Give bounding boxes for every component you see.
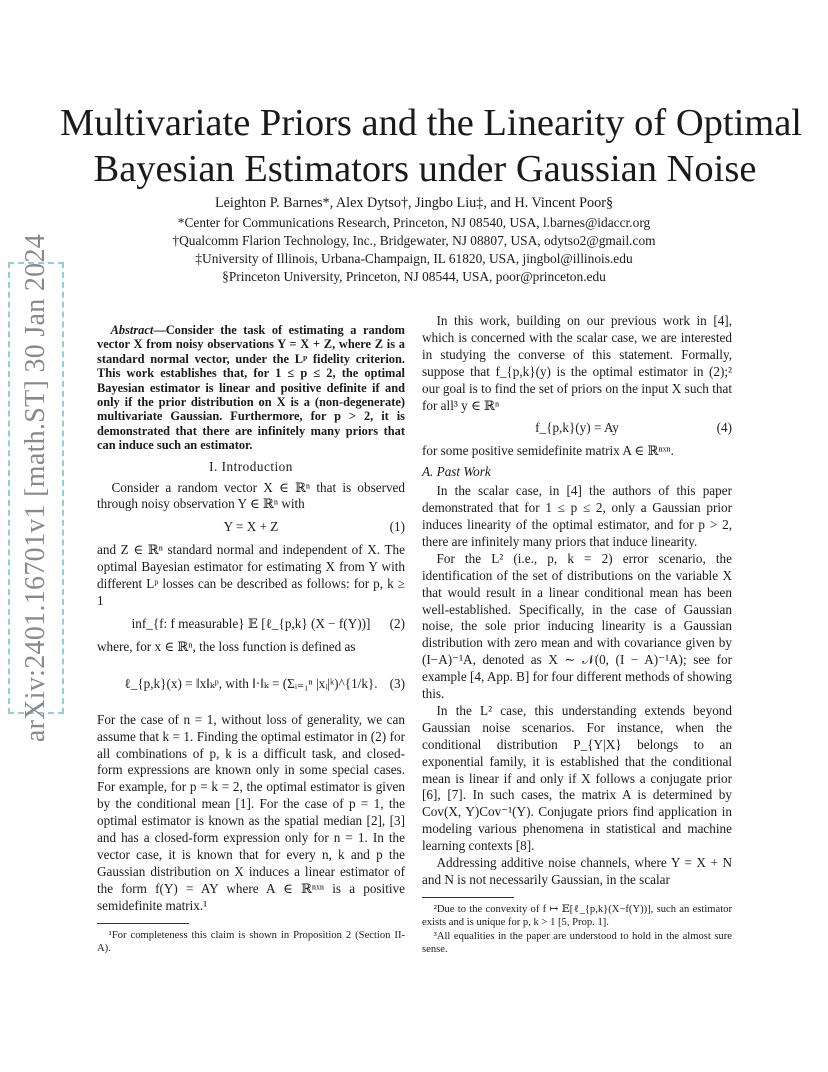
right-paragraph-2: for some positive semidefinite matrix A ∈ ℝⁿˣⁿ. bbox=[422, 443, 674, 459]
equation-4 bbox=[422, 420, 732, 437]
author-names: Leighton P. Barnes*, Alex Dytso†, Jingbo Liu‡, and H. Vincent Poor§ bbox=[214, 195, 614, 211]
footnote-1: ¹For completeness this claim is shown in Proposition 2 (Section II-A). bbox=[97, 929, 405, 955]
intro-paragraph-4: For the case of n = 1, without loss of generality, we can assume that k = 1. Finding the optimal estimator in (2) for all combinations of p, k is a difficult task, and closed-form expressions are known only in some special cases. For example, for p = k = 2, the optimal estimator is given by the conditional mean [1]. For the case of p = 1, the optimal estimator is known as the spatial median [2], [3] and has a closed-form expression only for n = 1. In the vector case, it is known that for every n, k and p the Gaussian distribution on X induces a linear estimator of the form f(Y) = AY where A ∈ ℝⁿˣⁿ is a positive semidefinite matrix.¹ bbox=[97, 711, 405, 913]
abstract-lead: Abstract bbox=[110, 323, 154, 337]
footnote-3: ³All equalities in the paper are understood to hold in the almost sure sense. bbox=[422, 930, 732, 956]
equation-4-number: (4) bbox=[716, 420, 732, 436]
title-line-1: Multivariate Priors and the Linearity of Optimal bbox=[60, 102, 803, 144]
equation-4-body: f_{p,k}(y) = Ay bbox=[535, 420, 619, 436]
affiliation-1: *Center for Communications Research, Princeton, NJ 08540, USA, l.barnes@idaccr.org bbox=[177, 215, 651, 230]
right-paragraph-6: Addressing additive noise channels, where Y = X + N and N is not necessarily Gaussian, in the scalar bbox=[422, 855, 732, 887]
equation-1 bbox=[97, 519, 405, 536]
equation-1-body: Y = X + Z bbox=[223, 519, 279, 535]
footnote-rule-right bbox=[422, 897, 514, 898]
section-heading-introduction: I. Introduction bbox=[209, 458, 293, 474]
arxiv-identifier-stamp bbox=[8, 233, 64, 743]
intro-paragraph-3: where, for x ∈ ℝⁿ, the loss function is defined as bbox=[97, 638, 356, 654]
author-block bbox=[94, 194, 734, 286]
intro-paragraph-2: and Z ∈ ℝⁿ standard normal and independent of X. The optimal Bayesian estimator for estimating X from Y with different Lᵖ losses can be described as follows: for p, k ≥ 1 bbox=[97, 542, 405, 608]
equation-2-body: inf_{f: f measurable} 𝔼 [ℓ_{p,k} (X − f(Y))] bbox=[131, 615, 371, 631]
equation-3-number: (3) bbox=[389, 675, 405, 691]
right-paragraph-5: In the L² case, this understanding extends beyond Gaussian noise scenarios. For instance, when the conditional distribution P_{Y|X} belongs to an exponential family, it is established that the conditional mean is linear if and only if X follows a conjugate prior [6], [7]. In such cases, the matrix A is determined by Cov(X, Y)Cov⁻¹(Y). Conjugate priors find application in modeling various phenomena in statistical and machine learning contexts [8]. bbox=[422, 702, 732, 854]
arxiv-id: arXiv:2401.16701v1 [math.ST] 30 Jan 2024 bbox=[20, 233, 51, 743]
subsection-heading-past-work: A. Past Work bbox=[422, 464, 491, 480]
right-column bbox=[422, 313, 732, 957]
equation-3 bbox=[97, 662, 405, 706]
right-paragraph-1: In this work, building on our previous work in [4], which is concerned with the scalar case, we are interested in studying the converse of this statement. Formally, suppose that f_{p,k}(y) is the optimal estimator in (2);² our goal is to find the set of priors on the input X such that for all³ y ∈ ℝⁿ bbox=[422, 313, 732, 413]
affiliation-4: §Princeton University, Princeton, NJ 08544, USA, poor@princeton.edu bbox=[222, 269, 606, 284]
equation-2 bbox=[97, 616, 405, 633]
footnote-rule-left bbox=[97, 923, 189, 924]
equation-3-body: ℓ_{p,k}(x) = ‖x‖ₖᵖ, with ‖·‖ₖ = (Σᵢ₌₁ⁿ |xᵢ|ᵏ)^{1/k}. bbox=[124, 675, 378, 691]
affiliation-3: ‡University of Illinois, Urbana-Champaign, IL 61820, USA, jingbol@illinois.edu bbox=[195, 251, 633, 266]
left-column bbox=[97, 323, 405, 956]
equation-2-number: (2) bbox=[389, 615, 405, 631]
footnote-2: ²Due to the convexity of f ↦ 𝔼[ℓ_{p,k}(X−f(Y))], such an estimator exists and is unique for p, k > 1 [5, Prop. 1]. bbox=[422, 903, 732, 929]
right-paragraph-3: In the scalar case, in [4] the authors of this paper demonstrated that for 1 ≤ p ≤ 2, only a Gaussian prior induces linearity of the optimal estimator, and for p > 2, there are infinitely many priors that induce linearity. bbox=[422, 483, 732, 549]
abstract bbox=[97, 323, 405, 453]
title-line-2: Bayesian Estimators under Gaussian Noise bbox=[93, 148, 757, 190]
intro-paragraph-1: Consider a random vector X ∈ ℝⁿ that is observed through noisy observation Y ∈ ℝⁿ with bbox=[97, 479, 405, 512]
right-paragraph-4: For the L² (i.e., p, k = 2) error scenario, the identification of the set of distributions on the variable X that would result in a linear conditional mean has been well-established. Specifically, in the case of Gaussian noise, the sole prior inducing linearity is a Gaussian distribution with zero mean and with covariance given by (I−A)⁻¹A, denoted as X ∼ 𝒩(0, (I − A)⁻¹A); see for example [4, App. B] for four different methods of showing this. bbox=[422, 550, 732, 702]
paper-title bbox=[60, 100, 803, 192]
affiliation-2: †Qualcomm Flarion Technology, Inc., Bridgewater, NJ 08807, USA, odytso2@gmail.com bbox=[172, 233, 656, 248]
abstract-body: —Consider the task of estimating a random vector X from noisy observations Y = X + Z, where Z is a standard normal vector, under the Lᵖ fidelity criterion. This work establishes that, for 1 ≤ p ≤ 2, the optimal Bayesian estimator is linear and positive definite if and only if the prior distribution on X is a (non-degenerate) multivariate Gaussian. Furthermore, for p > 2, it is demonstrated that there are infinitely many priors that can induce such an estimator. bbox=[97, 323, 405, 453]
equation-1-number: (1) bbox=[389, 519, 405, 535]
